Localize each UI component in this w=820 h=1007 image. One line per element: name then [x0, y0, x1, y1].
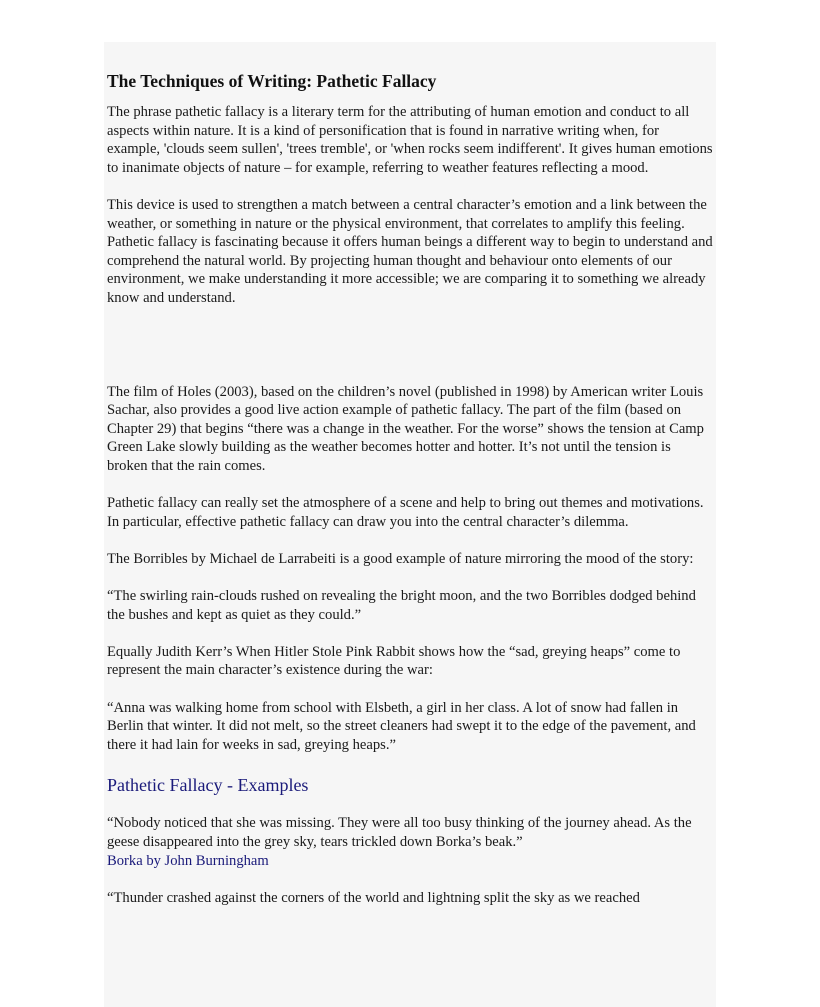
- document-content: [107, 69, 713, 907]
- quote-borribles: “The swirling rain-clouds rushed on revealing the bright moon, and the two Borribles dodged behind the bushes and kept as quiet as they could.”: [107, 588, 696, 623]
- quote-pink-rabbit: “Anna was walking home from school with Elsbeth, a girl in her class. A lot of snow had fallen in Berlin that winter. It did not melt, so the street cleaners had swept it to the edge of the pavement, and there it had lain for weeks in sad, greying heaps.”: [107, 699, 696, 753]
- example-borka-credit: Borka by John Burningham: [107, 852, 269, 869]
- paragraph-borribles-intro: The Borribles by Michael de Larrabeiti is a good example of nature mirroring the mood of the story:: [107, 550, 694, 567]
- paragraph-holes-example: The film of Holes (2003), based on the children’s novel (published in 1998) by American writer Louis Sachar, also provides a good live action example of pathetic fallacy. The part of the film (based on Chapter 29) that begins “there was a change in the weather. For the worse” shows the tension at Camp Green Lake slowly building as the weather becomes hotter and hotter. It’s not until the tension is broken that the rain comes.: [107, 383, 704, 474]
- paragraph-definition: The phrase pathetic fallacy is a literary term for the attributing of human emotion and conduct to all aspects within nature. It is a kind of personification that is found in narrative writing when, for example, 'clouds seem sullen', 'trees tremble', or 'when rocks seem indifferent'. It gives human emotions to inanimate objects of nature – for example, referring to weather features reflecting a mood.: [107, 104, 713, 176]
- document-page: [104, 42, 716, 1007]
- page-title: The Techniques of Writing: Pathetic Fallacy: [107, 71, 437, 91]
- paragraph-pink-rabbit-intro: Equally Judith Kerr’s When Hitler Stole Pink Rabbit shows how the “sad, greying heaps” come to represent the main character’s existence during the war:: [107, 643, 681, 679]
- example-borka-quote: “Nobody noticed that she was missing. They were all too busy thinking of the journey ahead. As the geese disappeared into the grey sky, tears trickled down Borka’s beak.”: [107, 815, 692, 850]
- paragraph-device-purpose: This device is used to strengthen a match between a central character’s emotion and a link between the weather, or something in nature or the physical environment, that correlates to amplify this feeling. Pathetic fallacy is fascinating because it offers human beings a different way to begin to understand and comprehend the natural world. By projecting human thought and behaviour onto elements of our environment, we make understanding it more accessible; we are comparing it to something we already know and understand.: [107, 196, 713, 306]
- examples-heading: Pathetic Fallacy - Examples: [107, 775, 309, 796]
- example-thunder-quote: “Thunder crashed against the corners of the world and lightning split the sky as we reached: [107, 889, 640, 906]
- paragraph-atmosphere: Pathetic fallacy can really set the atmosphere of a scene and help to bring out themes and motivations. In particular, effective pathetic fallacy can draw you into the central character’s dilemma.: [107, 495, 704, 530]
